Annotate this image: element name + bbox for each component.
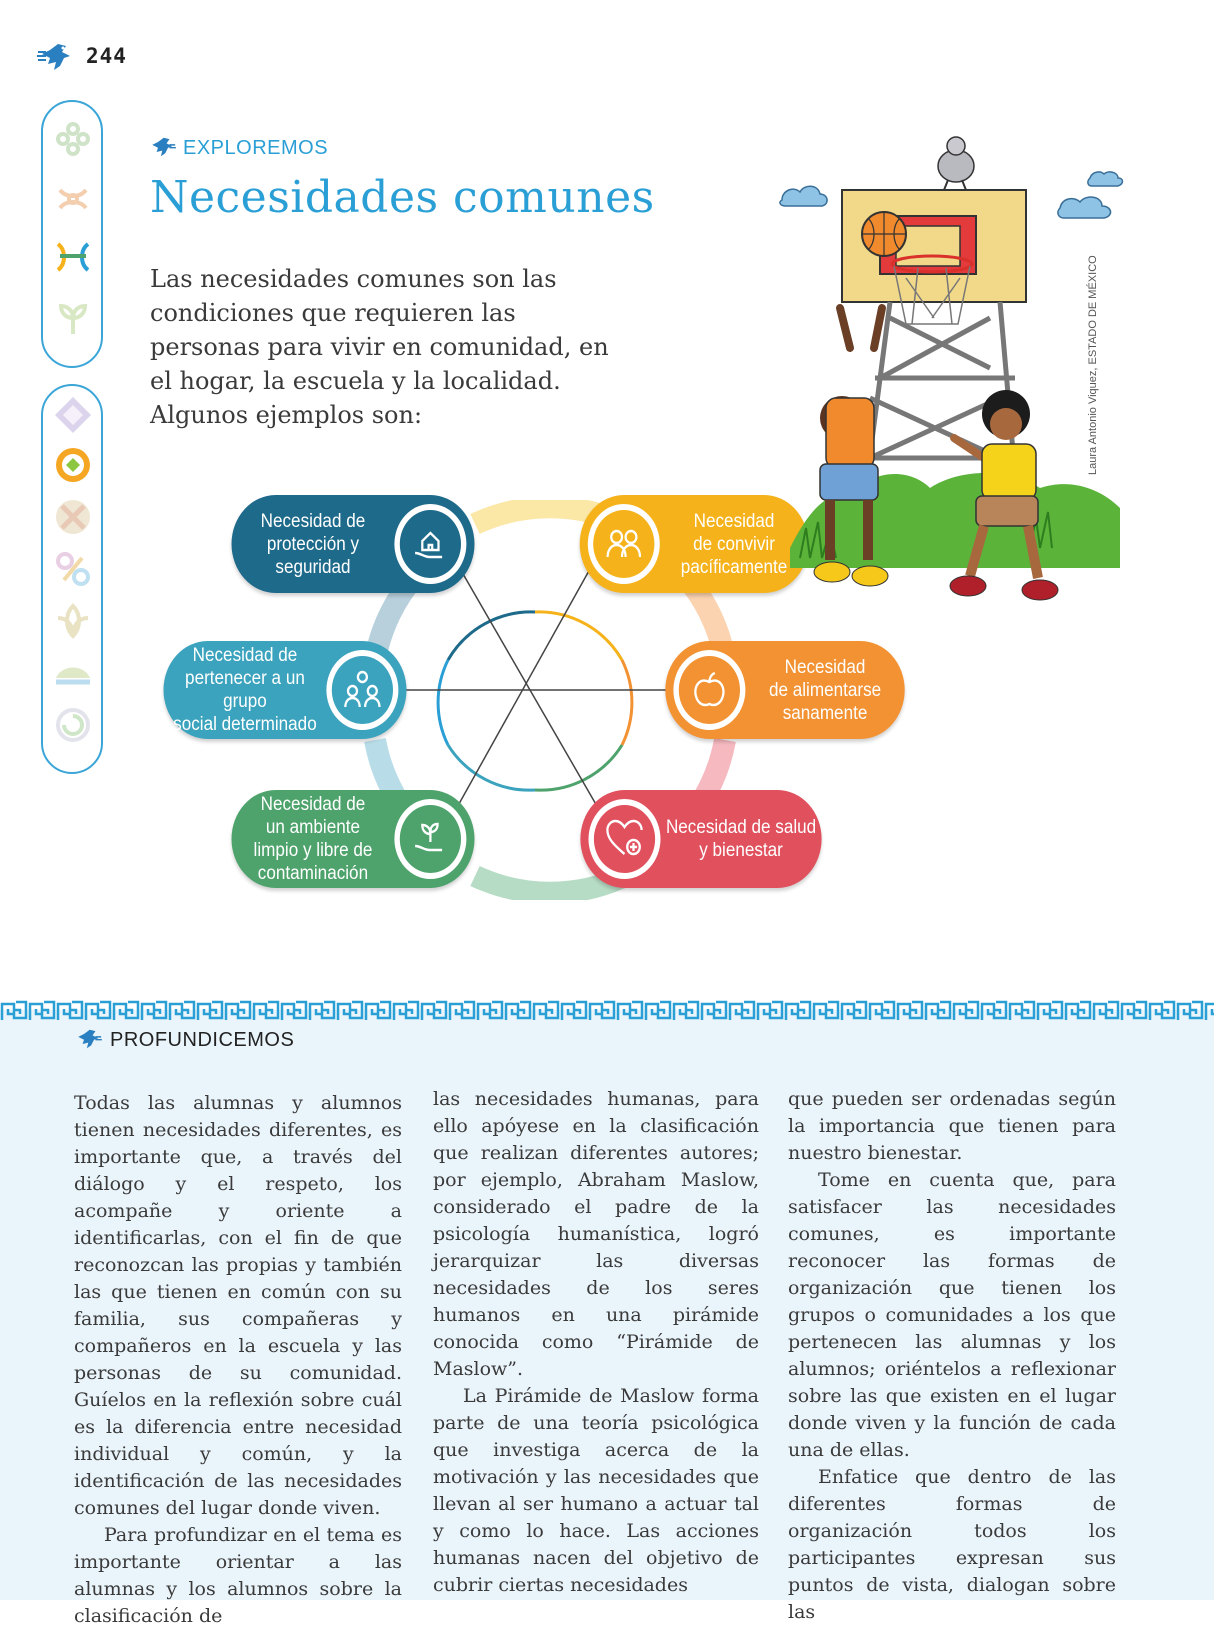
basketball-illustration bbox=[770, 128, 1170, 628]
paragraph: Enfatice que dentro de las diferentes formas de organización todos los participantes expresan sus puntos de vista, dialogan sobre las bbox=[788, 1466, 1116, 1623]
flower-icon[interactable] bbox=[52, 118, 94, 160]
text-column-2 bbox=[433, 1086, 759, 1599]
percent-icon[interactable] bbox=[52, 548, 94, 590]
sidebar-nav-bottom bbox=[41, 384, 103, 774]
need-pill-food bbox=[665, 641, 904, 739]
section-label-exploremos: EXPLOREMOS bbox=[183, 137, 329, 159]
dove-icon bbox=[938, 137, 974, 190]
need-pill-environment bbox=[232, 790, 475, 888]
paragraph: Tome en cuenta que, para satisfacer las necesidades comunes, es importante reconocer las formas de organización que tienen los grupos o comunidades a los que pertenecen las alumnas y los alumnos; oriéntelos a reflexionar sobre las que existen en el lugar donde viven y la función de cada una de ellas. bbox=[788, 1169, 1116, 1461]
house-in-hand-icon bbox=[410, 521, 451, 567]
diamond-icon[interactable] bbox=[52, 394, 94, 436]
group-icon bbox=[342, 667, 383, 713]
need-pill-health bbox=[580, 790, 821, 888]
sidebar-nav-top bbox=[41, 100, 103, 368]
page-title: Necesidades comunes bbox=[150, 172, 655, 223]
linked-figures-icon[interactable] bbox=[52, 236, 94, 278]
lotus-icon[interactable] bbox=[52, 600, 94, 642]
heart-plus-icon bbox=[604, 816, 645, 862]
need-label-coexist: Necesidad de convivir pacíficamente bbox=[680, 510, 788, 578]
need-label-belonging: Necesidad de pertenecer a un grupo social determinado bbox=[173, 645, 317, 735]
greca-border-pattern bbox=[0, 1000, 1214, 1022]
bird-section-icon bbox=[74, 1026, 104, 1052]
section-label-profundicemos: PROFUNDICEMOS bbox=[110, 1029, 295, 1051]
plant-in-hand-icon bbox=[410, 816, 451, 862]
need-label-environment: Necesidad de un ambiente limpio y libre de contaminación bbox=[253, 794, 373, 884]
illustration-credit: Laura Antonio Viquez, ESTADO DE MÉXICO bbox=[1087, 255, 1099, 475]
intro-text: Las necesidades comunes son las condiciones que requieren las personas para vivir en comunidad, en el hogar, la escuela y la localidad. Algunos ejemplos son: bbox=[150, 265, 609, 429]
plant-figure-icon[interactable] bbox=[52, 296, 94, 338]
bird-logo-icon bbox=[36, 40, 78, 74]
cross-circle-icon[interactable] bbox=[52, 496, 94, 538]
people-circle-icon[interactable] bbox=[52, 178, 94, 220]
paragraph: La Pirámide de Maslow forma parte de una teoría psicológica que investiga acerca de la motivación y las necesidades que llevan al ser humano a actuar tal y como lo hace. Las acciones humanas nacen del objetivo de cubrir ciertas necesidades bbox=[433, 1385, 759, 1596]
paragraph: Todas las alumnas y alumnos tienen necesidades diferentes, es importante que, a través del diálogo y el respeto, los acompañe y oriente a identificarlas, con el fin de que reconozcan las propias y también las que tienen en común con su familia, sus compañeras y compañeros en la escuela y las personas de su comunidad. Guíelos en la reflexión sobre cuál es la diferencia entre necesidad individual y común, y la identificación de las necesidades comunes del lugar donde viven. bbox=[74, 1092, 402, 1519]
paragraph: que pueden ser ordenadas según la importancia que tienen para nuestro bienestar. bbox=[788, 1088, 1116, 1164]
landscape-icon[interactable] bbox=[52, 652, 94, 694]
spiral-icon[interactable] bbox=[52, 704, 94, 746]
paragraph: Para profundizar en el tema es importante orientar a las alumnas y los alumnos sobre la clasificación de bbox=[74, 1524, 402, 1627]
need-label-food: Necesidad de alimentarse sanamente bbox=[768, 656, 882, 724]
need-label-protection: Necesidad de protección y seguridad bbox=[260, 510, 366, 578]
need-pill-belonging bbox=[164, 641, 407, 739]
need-label-health: Necesidad de salud y bienestar bbox=[665, 817, 817, 861]
text-column-3 bbox=[788, 1086, 1116, 1626]
target-icon[interactable] bbox=[52, 444, 94, 486]
bird-section-icon bbox=[148, 134, 178, 160]
people-icon bbox=[603, 521, 644, 567]
text-column-1 bbox=[74, 1090, 402, 1630]
need-pill-protection bbox=[232, 495, 475, 593]
page-number: 244 bbox=[86, 44, 127, 68]
apple-icon bbox=[689, 667, 730, 713]
paragraph: las necesidades humanas, para ello apóyese en la clasificación que realizan diferentes autores; por ejemplo, Abraham Maslow, considerado el padre de la psicología humanística, logró jerarquizar las diversas necesidades de los seres humanos en una pirámide conocida como “Pirámide de Maslow”. bbox=[433, 1088, 759, 1380]
